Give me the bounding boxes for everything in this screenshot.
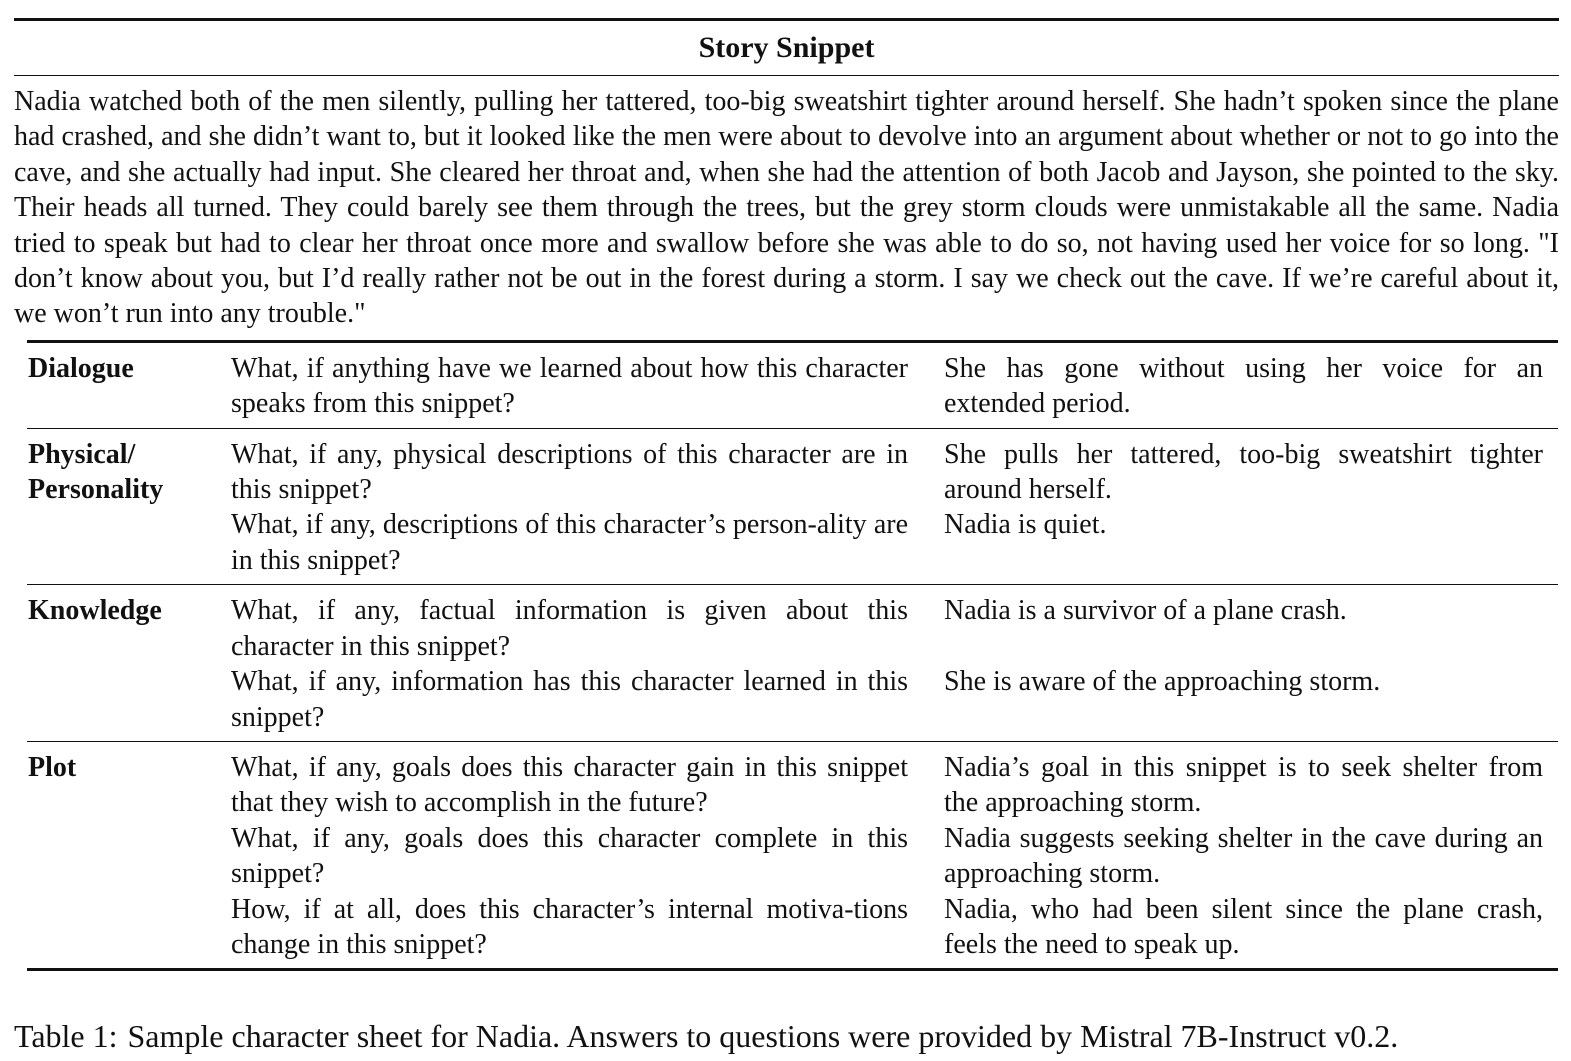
- question-column: [231, 437, 938, 579]
- caption-text: Sample character sheet for Nadia. Answers to questions were provided by Mistral 7B-Instruct v0.2.: [127, 1018, 1399, 1054]
- question-column: [231, 593, 938, 735]
- character-sheet-table: [14, 18, 1559, 971]
- section-plot: [27, 741, 1558, 968]
- answer-text: Nadia is quiet.: [944, 509, 1107, 541]
- snippet-text: Nadia watched both of the men silently, pulling her tattered, too-big sweatshirt tighter around herself. She hadn’t spoken since the plane had crashed, and she didn’t want to, but it looked like the men were about to devolve into an argument about whether or not to go into the cave, and she actually had input. She cleared her throat and, when she had the attention of both Jacob and Jayson, she pointed to the sky. Their heads all turned. They could barely see them through the trees, but the grey storm clouds were unmistakable all the same. Nadia tried to speak but had to clear her throat once more and swallow before she was able to do so, not having used her voice for so long. "I don’t know about you, but I’d really rather not be out in the forest during a storm. I say we check out the cave. If we’re careful about it, we won’t run into any trouble.": [14, 86, 1559, 330]
- question-column: [231, 351, 938, 422]
- answer-column: [938, 351, 1543, 422]
- section-knowledge: [27, 584, 1558, 741]
- category-label: Dialogue: [28, 352, 134, 384]
- category-label: Physical/ Personality: [28, 438, 164, 506]
- answer-column: [938, 437, 1543, 579]
- question-text: What, if any, physical descriptions of this character are in this snippet?: [231, 438, 908, 506]
- question-text: What, if any, descriptions of this character’s person-ality are in this snippet?: [231, 509, 908, 576]
- answer-text: Nadia suggests seeking shelter in the cave during an approaching storm.: [944, 822, 1543, 890]
- question-text: What, if anything have we learned about how this character speaks from this snippet?: [231, 352, 908, 420]
- question-text: What, if any, goals does this character complete in this snippet?: [231, 822, 908, 890]
- question-column: [231, 750, 938, 962]
- question-text: What, if any, factual information is given about this character in this snippet?: [231, 595, 908, 662]
- table-caption: [14, 1016, 1398, 1056]
- answer-text: Nadia’s goal in this snippet is to seek shelter from the approaching storm.: [944, 751, 1543, 819]
- answer-text: Nadia is a survivor of a plane crash.: [944, 595, 1347, 627]
- question-text: What, if any, information has this character learned in this snippet?: [231, 666, 908, 733]
- answer-text: She is aware of the approaching storm.: [944, 666, 1381, 698]
- question-text: How, if at all, does this character’s internal motiva-tions change in this snippet?: [231, 893, 908, 960]
- table-bottom-rule: [27, 968, 1558, 971]
- question-table: [27, 340, 1558, 972]
- question-text: What, if any, goals does this character gain in this snippet that they wish to accomplish in the future?: [231, 751, 908, 819]
- caption-label: Table 1:: [14, 1018, 118, 1054]
- category-label: Knowledge: [28, 595, 162, 627]
- answer-text: Nadia, who had been silent since the plane crash, feels the need to speak up.: [944, 893, 1543, 960]
- answer-text: She pulls her tattered, too-big sweatshirt tighter around herself.: [944, 438, 1543, 506]
- section-dialogue: [27, 343, 1558, 428]
- section-physical-personality: [27, 428, 1558, 585]
- category-label: Plot: [28, 751, 77, 783]
- snippet-title: Story Snippet: [698, 31, 875, 64]
- answer-text: She has gone without using her voice for an extended period.: [944, 352, 1543, 420]
- answer-column: [938, 750, 1543, 962]
- answer-column: [938, 593, 1543, 735]
